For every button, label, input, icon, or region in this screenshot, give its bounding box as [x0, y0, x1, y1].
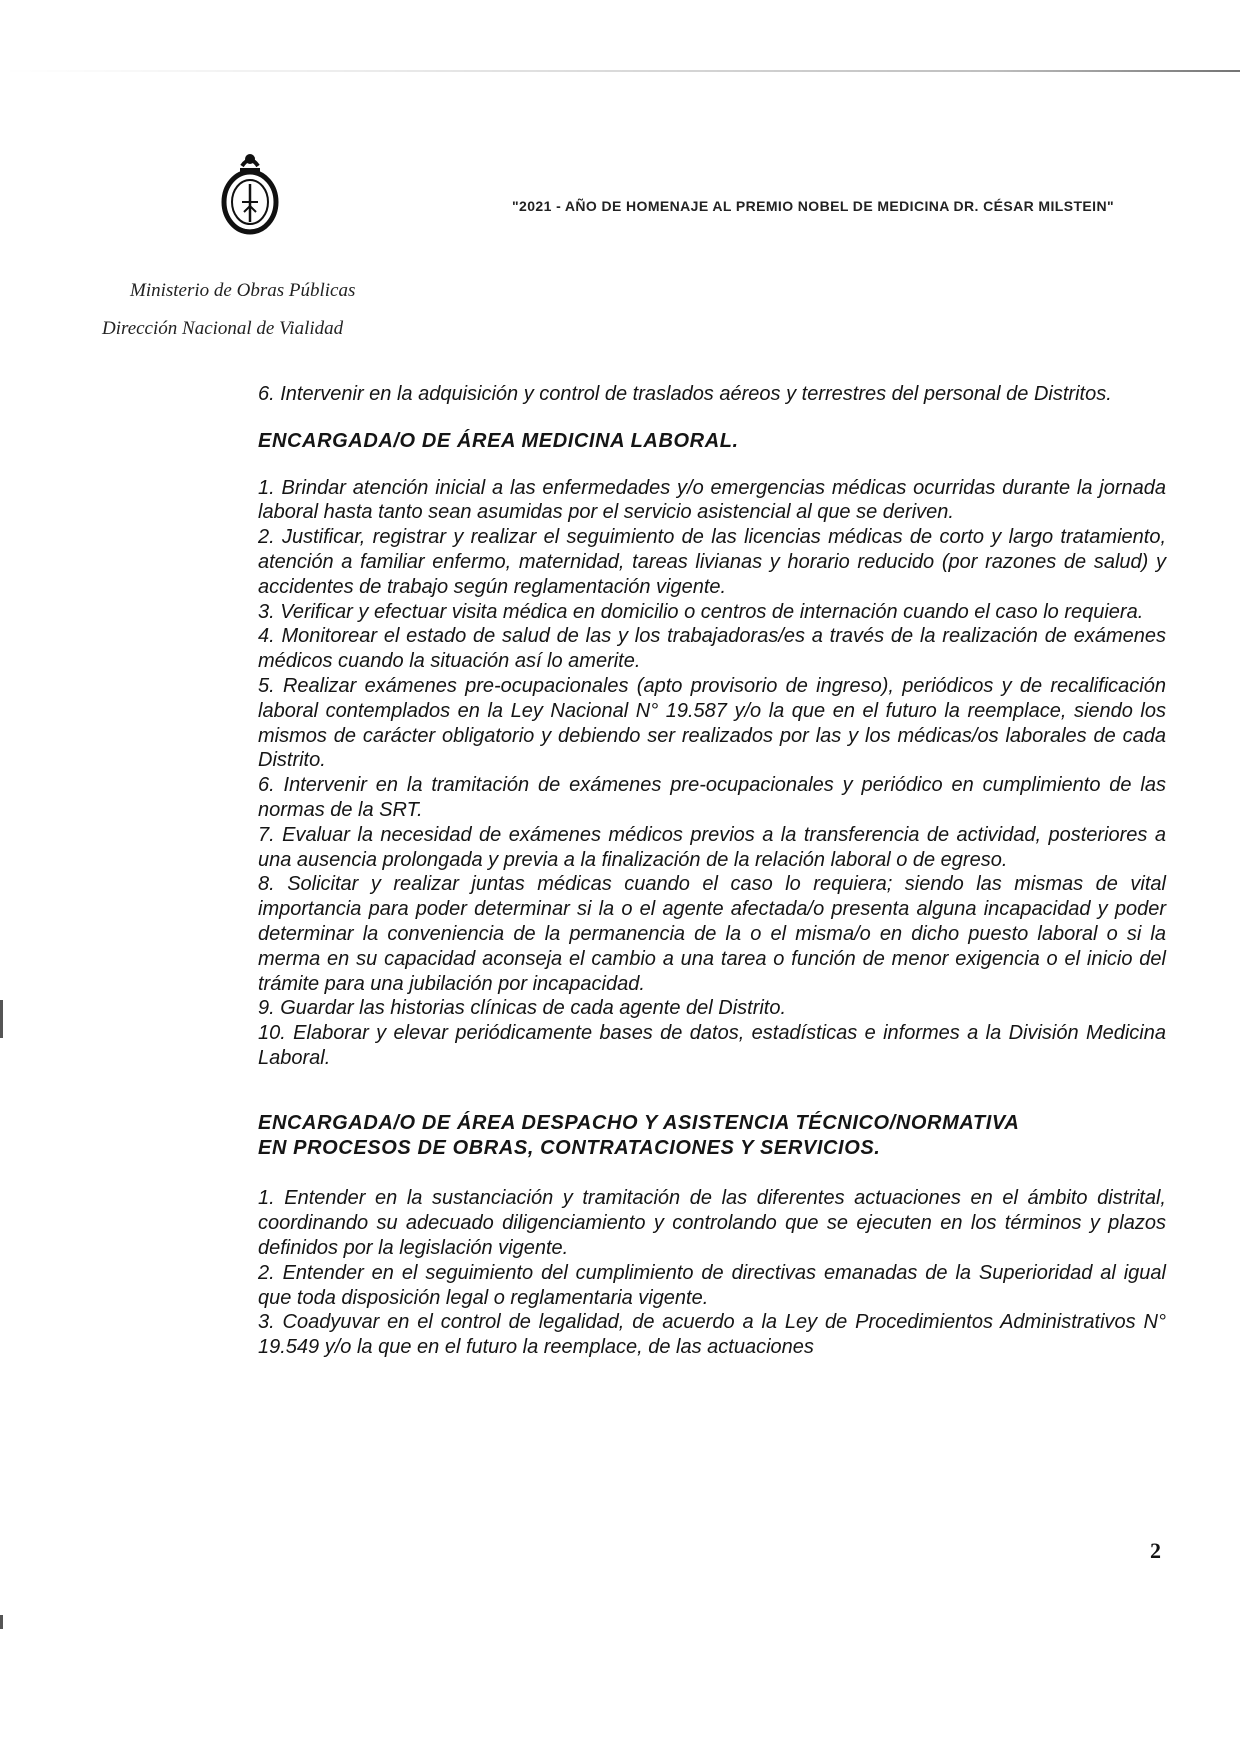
- list-item: 7. Evaluar la necesidad de exámenes médicos previos a la transferencia de actividad, posteriores a una ausencia prolongada y previa a la finalización de la relación laboral o de egreso.: [258, 823, 1166, 871]
- scan-top-edge: [0, 70, 1240, 72]
- list-item: 3. Verificar y efectuar visita médica en domicilio o centros de internación cuando el caso lo requiera.: [258, 600, 1144, 623]
- list-item: 5. Realizar exámenes pre-ocupacionales (apto provisorio de ingreso), periódicos y de recalificación laboral contemplados en la Ley Nacional N° 19.587 y/o la que en el futuro la reemplace, siendo los mismos de carácter obligatorio y debiendo ser realizados por las y los médicas/os laborales de cada Distrito.: [258, 674, 1166, 772]
- list-item: 9. Guardar las historias clínicas de cada agente del Distrito.: [258, 997, 787, 1020]
- list-item: 2. Entender en el seguimiento del cumplimiento de directivas emanadas de la Superioridad al igual que toda disposición legal o reglamentaria vigente.: [258, 1261, 1166, 1309]
- list-item: 8. Solicitar y realizar juntas médicas cuando el caso lo requiera; siendo las mismas de vital importancia para poder determinar si la o el agente afectada/o presenta alguna incapacidad y poder determinar la conveniencia de la permanencia de la o el misma/o en dicho puesto laboral o si la merma en su capacidad aconseja el cambio a una tarea o función de menor exigencia o el inicio del trámite para una jubilación por incapacidad.: [258, 873, 1166, 995]
- list-item: 3. Coadyuvar en el control de legalidad, de acuerdo a la Ley de Procedimientos Administrativos N° 19.549 y/o la que en el futuro la reemplace, de las actuaciones: [258, 1311, 1166, 1359]
- scan-margin-mark: [0, 1000, 3, 1038]
- list-item: 1. Brindar atención inicial a las enfermedades y/o emergencias médicas ocurridas durante la jornada laboral hasta tanto sean asumidas por el servicio asistencial al que se deriven.: [258, 476, 1166, 524]
- paragraph: 6. Intervenir en la adquisición y control de traslados aéreos y terrestres del personal de Distritos.: [258, 383, 1112, 405]
- list-item: 2. Justificar, registrar y realizar el seguimiento de las licencias médicas de corto y largo tratamiento, atención a familiar enfermo, maternidad, tareas livianas y horario reducido (por razones de salud) y accidentes de trabajo según reglamentación vigente.: [258, 526, 1166, 598]
- scan-margin-mark: [0, 1615, 3, 1629]
- section-heading-line: ENCARGADA/O DE ÁREA DESPACHO Y ASISTENCIA TÉCNICO/NORMATIVA: [258, 1111, 1020, 1134]
- list-item: 6. Intervenir en la tramitación de exámenes pre-ocupacionales y periódico en cumplimiento de las normas de la SRT.: [258, 774, 1166, 821]
- document-body: [258, 382, 1166, 1360]
- section-heading-line: EN PROCESOS DE OBRAS, CONTRATACIONES Y SERVICIOS.: [258, 1136, 881, 1159]
- section-heading: ENCARGADA/O DE ÁREA MEDICINA LABORAL.: [258, 429, 739, 452]
- page-number: 2: [1150, 1538, 1161, 1563]
- coat-of-arms-icon: [220, 150, 280, 240]
- directorate-name: Dirección Nacional de Vialidad: [102, 318, 344, 339]
- year-motto: "2021 - AÑO DE HOMENAJE AL PREMIO NOBEL DE MEDICINA DR. CÉSAR MILSTEIN": [512, 198, 1115, 214]
- list-item: 1. Entender en la sustanciación y tramitación de las diferentes actuaciones en el ámbito distrital, coordinando su adecuado diligenciamiento y controlando que se ejecuten en los términos y plazos definidos por la legislación vigente.: [258, 1187, 1166, 1259]
- list-item: 4. Monitorear el estado de salud de las y los trabajadoras/es a través de la realización de exámenes médicos cuando la situación así lo amerite.: [258, 625, 1166, 673]
- section-heading: [258, 1111, 1166, 1161]
- list-item: 10. Elaborar y elevar periódicamente bases de datos, estadísticas e informes a la División Medicina Laboral.: [258, 1022, 1166, 1069]
- ministry-name: Ministerio de Obras Públicas: [130, 280, 356, 301]
- ministry-letterhead: [102, 272, 356, 348]
